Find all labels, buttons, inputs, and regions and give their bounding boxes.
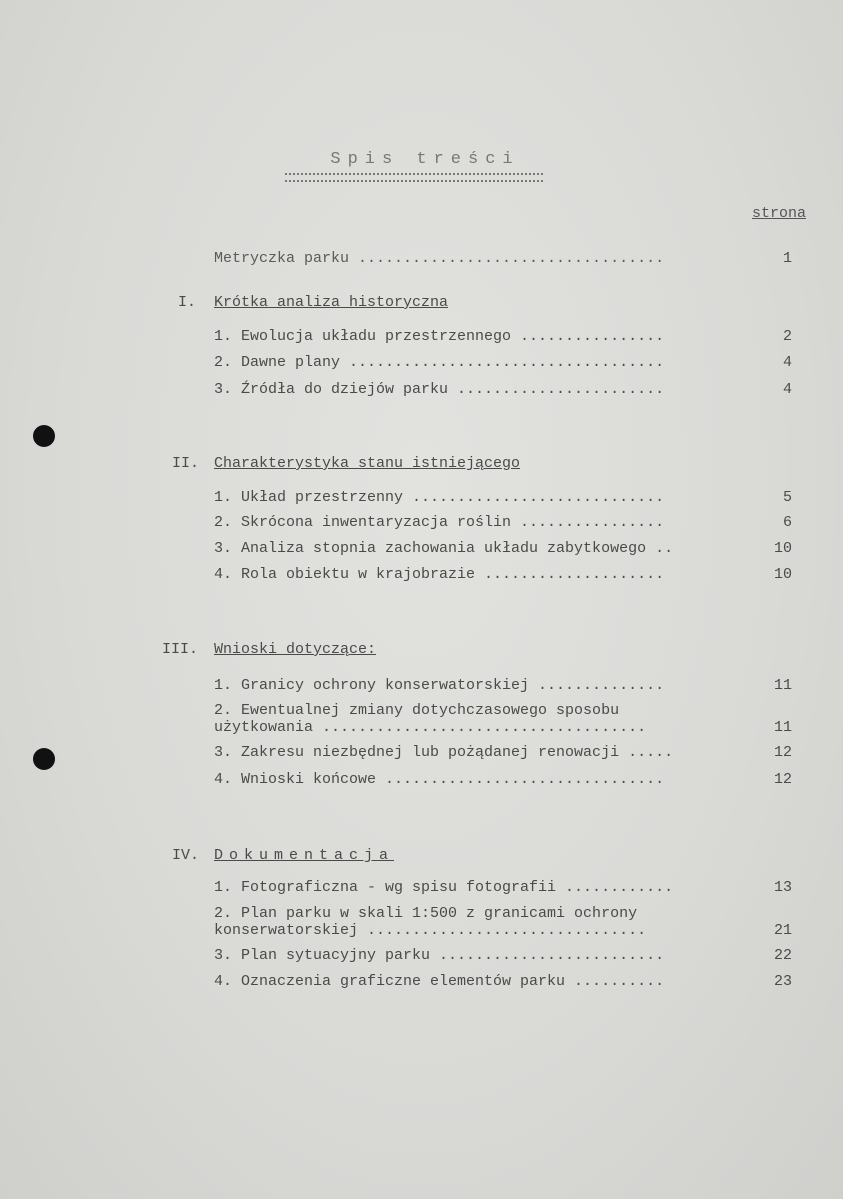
- toc-entry-page: 10: [773, 540, 792, 557]
- toc-entry-text: 1. Granicy ochrony konserwatorskiej ..............: [214, 677, 665, 694]
- toc-entry-page: 11: [773, 677, 792, 694]
- toc-entry-text: 4. Oznaczenia graficzne elementów parku ..........: [214, 973, 665, 990]
- section-number: III.: [162, 641, 199, 658]
- toc-entry-page: 21: [773, 922, 792, 939]
- section-number: I.: [178, 294, 197, 311]
- toc-entry-text: 1. Ewolucja układu przestrzennego ................: [214, 328, 665, 345]
- toc-entry-page: 1: [782, 250, 792, 267]
- section-heading: Charakterystyka stanu istniejącego: [214, 455, 521, 472]
- toc-entry-text: 2. Ewentualnej zmiany dotychczasowego sposobu: [214, 702, 620, 719]
- toc-entry-page: 6: [782, 514, 792, 531]
- toc-entry-page: 22: [773, 947, 792, 964]
- toc-entry-page: 4: [782, 354, 792, 371]
- page-column-label: strona: [752, 205, 807, 222]
- toc-entry-text: 1. Fotograficzna - wg spisu fotografii ............: [214, 879, 674, 896]
- toc-entry-page: 10: [773, 566, 792, 583]
- toc-entry-text: 1. Układ przestrzenny ............................: [214, 489, 665, 506]
- toc-entry-text: 3. Źródła do dziejów parku .......................: [214, 381, 665, 398]
- toc-entry-text: 4. Rola obiektu w krajobrazie ....................: [214, 566, 665, 583]
- toc-entry-text: 4. Wnioski końcowe ...............................: [214, 771, 665, 788]
- punch-hole: [33, 425, 55, 447]
- toc-entry-text: 3. Plan sytuacyjny parku .........................: [214, 947, 665, 964]
- toc-entry-page: 23: [773, 973, 792, 990]
- toc-entry-page: 2: [782, 328, 792, 345]
- section-number: II.: [172, 455, 200, 472]
- toc-entry-text-continued: użytkowania ....................................: [214, 719, 647, 736]
- toc-entry-text: 3. Zakresu niezbędnej lub pożądanej renowacji .....: [214, 744, 674, 761]
- section-heading: Dokumentacja: [214, 847, 395, 864]
- toc-entry-text: 2. Skrócona inwentaryzacja roślin ................: [214, 514, 665, 531]
- toc-entry-text: 3. Analiza stopnia zachowania układu zabytkowego ..: [214, 540, 674, 557]
- section-heading: Krótka analiza historyczna: [214, 294, 449, 311]
- section-heading: Wnioski dotyczące:: [214, 641, 377, 658]
- title-underline: [285, 173, 543, 182]
- toc-entry-text: 2. Dawne plany ...................................: [214, 354, 665, 371]
- toc-entry-page: 13: [773, 879, 792, 896]
- toc-entry-page: 12: [773, 771, 792, 788]
- toc-entry-page: 11: [773, 719, 792, 736]
- toc-entry-text: 2. Plan parku w skali 1:500 z granicami ochrony: [214, 905, 638, 922]
- toc-entry-page: 5: [782, 489, 792, 506]
- section-number: IV.: [172, 847, 200, 864]
- toc-entry-text-continued: konserwatorskiej ...............................: [214, 922, 647, 939]
- toc-entry-page: 12: [773, 744, 792, 761]
- toc-entry-text: Metryczka parku ..................................: [214, 250, 665, 267]
- document-title: Spis treści: [330, 150, 520, 169]
- toc-entry-page: 4: [782, 381, 792, 398]
- punch-hole: [33, 748, 55, 770]
